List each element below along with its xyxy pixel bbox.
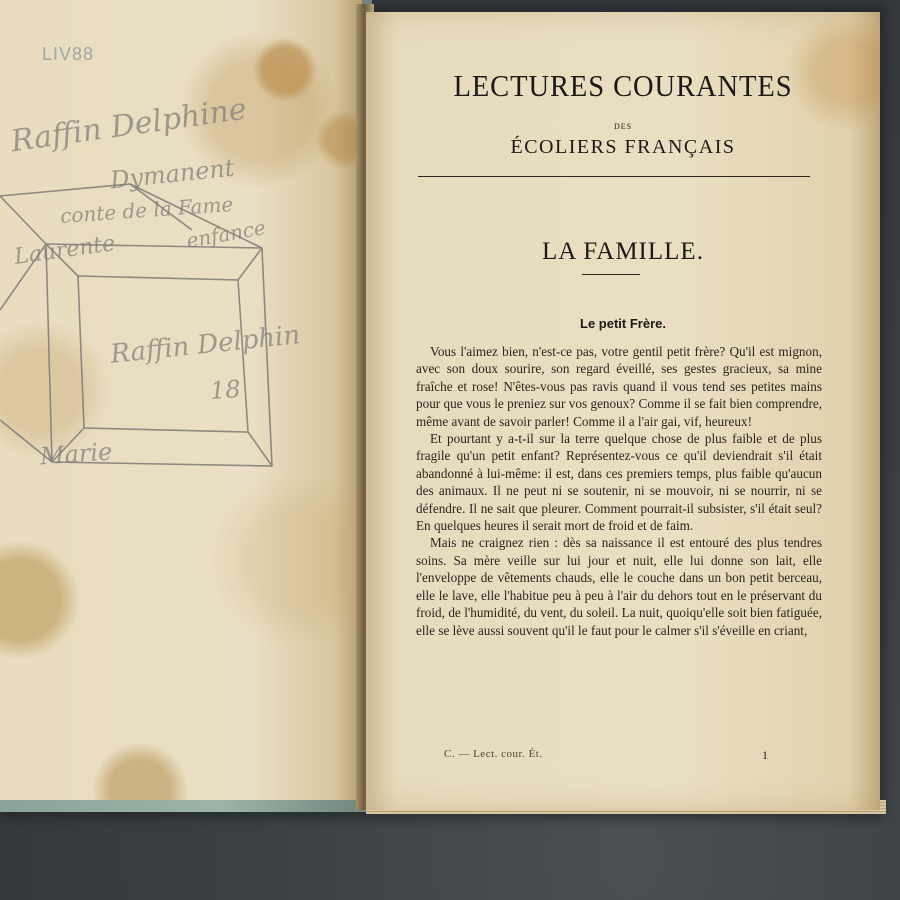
book-subtitle: ÉCOLIERS FRANÇAIS (510, 136, 736, 158)
right-text-page (366, 12, 880, 810)
chapter-rule (582, 274, 640, 275)
handwriting-line: enfance (184, 215, 268, 253)
handwriting-line: Dymanent (108, 153, 236, 195)
page-number: 1 (762, 748, 768, 762)
paragraph: Mais ne craignez rien : dès sa naissance il est entouré des plus tendres soins. Sa mère veille sur lui jour et nuit, elle lui donne son lait, elle l'enveloppe de vêtements chauds, elle le couche dans un bon petit berceau, elle le lave, elle l'habitue peu à peu à l'air du dehors tout en le préservant du froid, de l'humidité, du vent, du soleil. La nuit, quoiqu'elle soit bien fatiguée, elle se lève aussi souvent qu'il le faut pour le calmer s'il s'éveille en criant, (416, 535, 822, 638)
handwriting-line: Raffin Delphine (8, 91, 249, 160)
handwriting-line: Laurente (12, 231, 117, 270)
body-text (416, 343, 822, 639)
footer-signature: C. — Lect. cour. Ét. (444, 748, 543, 760)
paragraph: Et pourtant y a-t-il sur la terre quelque chose de plus faible et de plus fragile qu'un petit enfant? Représentez-vous ce qu'il deviendrait s'il était abandonné à lui-même: il est, dans ces premiers temps, plus faible qu'aucun des animaux. Il ne peut ni se soutenir, ni se mouvoir, ni se nourrir, ni se défendre. Il ne sait que pleurer. Comment pourrait-il subsister, s'il était seul? En quelques heures il serait mort de froid et de faim. (416, 431, 822, 534)
section-title: Le petit Frère. (580, 316, 666, 331)
handwriting-line: 18 (209, 374, 242, 406)
chapter-title: LA FAMILLE. (542, 238, 704, 265)
title-rule (418, 176, 810, 177)
handwriting-line: Marie (39, 437, 114, 471)
paragraph: Vous l'aimez bien, n'est-ce pas, votre gentil petit frère? Qu'il est mignon, avec son doux sourire, son regard éveillé, ses gestes gracieux, sa mine fraîche et rose! N'êtes-vous pas ravis quand il vous tend ses petites mains pour que vous le preniez sur vos genoux? Comme il se fait bien comprendre, même avant de savoir parler! Comme il a l'air gai, vif, heureux! (416, 344, 822, 429)
handwriting-line: conte de la Fame (59, 191, 234, 229)
handwriting-line: Raffin Delphin (108, 320, 302, 370)
book-title: LECTURES COURANTES (453, 68, 793, 103)
left-flyleaf-page (0, 0, 362, 800)
catalog-mark: LIV88 (42, 44, 95, 64)
pencil-box-sketch (0, 170, 330, 490)
title-connector: DES (613, 122, 633, 131)
